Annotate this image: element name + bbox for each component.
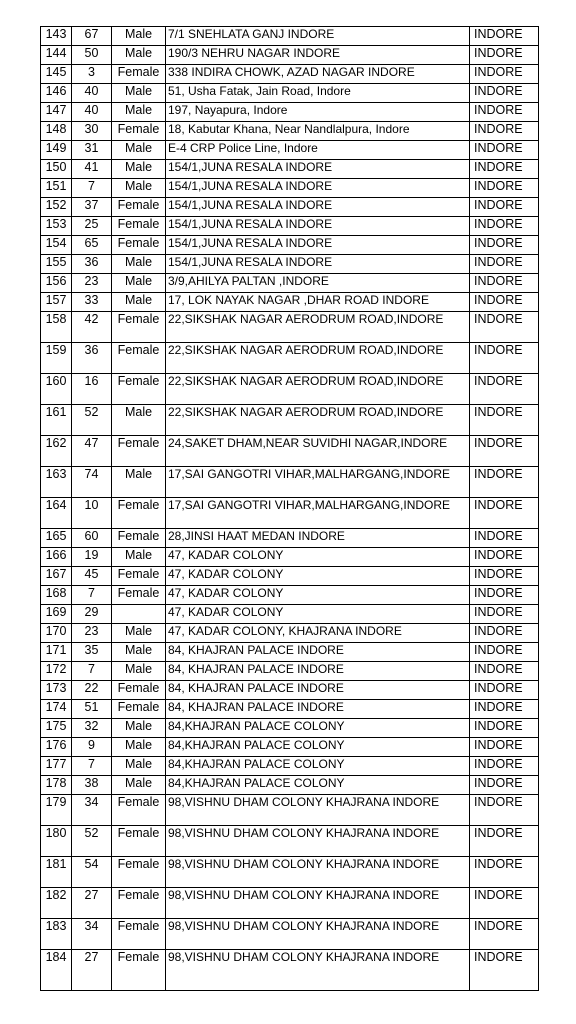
address-cell: 84, KHAJRAN PALACE INDORE [166, 662, 470, 681]
serial-number-cell: 159 [41, 343, 72, 374]
gender-cell: Male [112, 141, 166, 160]
city-cell: INDORE [470, 681, 539, 700]
gender-cell [112, 605, 166, 624]
serial-number-cell: 184 [41, 950, 72, 991]
gender-cell: Female [112, 217, 166, 236]
address-cell: 17,SAI GANGOTRI VIHAR,MALHARGANG,INDORE [166, 467, 470, 498]
city-cell: INDORE [470, 27, 539, 46]
serial-number-cell: 161 [41, 405, 72, 436]
gender-cell: Female [112, 529, 166, 548]
address-cell: 154/1,JUNA RESALA INDORE [166, 160, 470, 179]
table-row [41, 179, 539, 198]
city-cell: INDORE [470, 436, 539, 467]
table-row [41, 122, 539, 141]
city-cell: INDORE [470, 795, 539, 826]
age-cell: 67 [72, 27, 112, 46]
table-row [41, 529, 539, 548]
city-cell: INDORE [470, 662, 539, 681]
serial-number-cell: 179 [41, 795, 72, 826]
serial-number-cell: 180 [41, 826, 72, 857]
city-cell: INDORE [470, 738, 539, 757]
city-cell: INDORE [470, 103, 539, 122]
age-cell: 7 [72, 586, 112, 605]
table-row [41, 605, 539, 624]
city-cell: INDORE [470, 122, 539, 141]
serial-number-cell: 163 [41, 467, 72, 498]
city-cell: INDORE [470, 776, 539, 795]
gender-cell: Female [112, 436, 166, 467]
gender-cell: Male [112, 757, 166, 776]
age-cell: 36 [72, 255, 112, 274]
address-cell: 154/1,JUNA RESALA INDORE [166, 179, 470, 198]
gender-cell: Female [112, 312, 166, 343]
gender-cell: Male [112, 293, 166, 312]
gender-cell: Male [112, 405, 166, 436]
address-cell: 84, KHAJRAN PALACE INDORE [166, 700, 470, 719]
table-row [41, 436, 539, 467]
table-row [41, 738, 539, 757]
table-body [41, 27, 539, 991]
age-cell: 7 [72, 179, 112, 198]
table-row [41, 65, 539, 84]
age-cell: 34 [72, 795, 112, 826]
table-row [41, 888, 539, 919]
address-cell: 98,VISHNU DHAM COLONY KHAJRANA INDORE [166, 795, 470, 826]
age-cell: 31 [72, 141, 112, 160]
table-row [41, 343, 539, 374]
serial-number-cell: 173 [41, 681, 72, 700]
age-cell: 41 [72, 160, 112, 179]
age-cell: 65 [72, 236, 112, 255]
age-cell: 7 [72, 757, 112, 776]
city-cell: INDORE [470, 548, 539, 567]
serial-number-cell: 164 [41, 498, 72, 529]
serial-number-cell: 155 [41, 255, 72, 274]
address-cell: 47, KADAR COLONY [166, 605, 470, 624]
gender-cell: Male [112, 467, 166, 498]
age-cell: 74 [72, 467, 112, 498]
address-cell: 24,SAKET DHAM,NEAR SUVIDHI NAGAR,INDORE [166, 436, 470, 467]
serial-number-cell: 176 [41, 738, 72, 757]
table-row [41, 700, 539, 719]
serial-number-cell: 147 [41, 103, 72, 122]
gender-cell: Male [112, 662, 166, 681]
age-cell: 23 [72, 274, 112, 293]
gender-cell: Female [112, 198, 166, 217]
gender-cell: Female [112, 65, 166, 84]
city-cell: INDORE [470, 141, 539, 160]
gender-cell: Male [112, 274, 166, 293]
address-cell: 98,VISHNU DHAM COLONY KHAJRANA INDORE [166, 826, 470, 857]
gender-cell: Male [112, 719, 166, 738]
address-cell: 22,SIKSHAK NAGAR AERODRUM ROAD,INDORE [166, 405, 470, 436]
address-cell: 84,KHAJRAN PALACE COLONY [166, 719, 470, 738]
city-cell: INDORE [470, 179, 539, 198]
table-row [41, 776, 539, 795]
address-cell: 18, Kabutar Khana, Near Nandlalpura, Indore [166, 122, 470, 141]
gender-cell: Female [112, 681, 166, 700]
table-row [41, 198, 539, 217]
age-cell: 32 [72, 719, 112, 738]
address-cell: 197, Nayapura, Indore [166, 103, 470, 122]
serial-number-cell: 151 [41, 179, 72, 198]
serial-number-cell: 144 [41, 46, 72, 65]
table-row [41, 84, 539, 103]
address-cell: 7/1 SNEHLATA GANJ INDORE [166, 27, 470, 46]
table-row [41, 217, 539, 236]
gender-cell: Male [112, 776, 166, 795]
gender-cell: Female [112, 586, 166, 605]
table-row [41, 857, 539, 888]
age-cell: 27 [72, 888, 112, 919]
gender-cell: Male [112, 548, 166, 567]
serial-number-cell: 150 [41, 160, 72, 179]
gender-cell: Female [112, 950, 166, 991]
address-cell: 190/3 NEHRU NAGAR INDORE [166, 46, 470, 65]
age-cell: 9 [72, 738, 112, 757]
address-cell: 47, KADAR COLONY [166, 586, 470, 605]
city-cell: INDORE [470, 255, 539, 274]
table-row [41, 312, 539, 343]
city-cell: INDORE [470, 857, 539, 888]
serial-number-cell: 181 [41, 857, 72, 888]
address-cell: 3/9,AHILYA PALTAN ,INDORE [166, 274, 470, 293]
city-cell: INDORE [470, 529, 539, 548]
address-cell: 98,VISHNU DHAM COLONY KHAJRANA INDORE [166, 919, 470, 950]
address-cell: 98,VISHNU DHAM COLONY KHAJRANA INDORE [166, 950, 470, 991]
city-cell: INDORE [470, 65, 539, 84]
serial-number-cell: 145 [41, 65, 72, 84]
table-row [41, 274, 539, 293]
serial-number-cell: 143 [41, 27, 72, 46]
serial-number-cell: 171 [41, 643, 72, 662]
city-cell: INDORE [470, 84, 539, 103]
address-cell: E-4 CRP Police Line, Indore [166, 141, 470, 160]
age-cell: 7 [72, 662, 112, 681]
age-cell: 52 [72, 826, 112, 857]
age-cell: 3 [72, 65, 112, 84]
table-row [41, 795, 539, 826]
serial-number-cell: 152 [41, 198, 72, 217]
serial-number-cell: 162 [41, 436, 72, 467]
city-cell: INDORE [470, 374, 539, 405]
city-cell: INDORE [470, 888, 539, 919]
city-cell: INDORE [470, 198, 539, 217]
gender-cell: Female [112, 826, 166, 857]
city-cell: INDORE [470, 405, 539, 436]
address-cell: 84, KHAJRAN PALACE INDORE [166, 643, 470, 662]
city-cell: INDORE [470, 624, 539, 643]
table-row [41, 293, 539, 312]
serial-number-cell: 149 [41, 141, 72, 160]
age-cell: 30 [72, 122, 112, 141]
city-cell: INDORE [470, 236, 539, 255]
serial-number-cell: 172 [41, 662, 72, 681]
city-cell: INDORE [470, 498, 539, 529]
city-cell: INDORE [470, 919, 539, 950]
patient-list-table [40, 26, 539, 991]
gender-cell: Male [112, 84, 166, 103]
age-cell: 10 [72, 498, 112, 529]
serial-number-cell: 166 [41, 548, 72, 567]
gender-cell: Female [112, 122, 166, 141]
city-cell: INDORE [470, 293, 539, 312]
table-row [41, 255, 539, 274]
serial-number-cell: 165 [41, 529, 72, 548]
age-cell: 42 [72, 312, 112, 343]
city-cell: INDORE [470, 160, 539, 179]
address-cell: 84, KHAJRAN PALACE INDORE [166, 681, 470, 700]
age-cell: 35 [72, 643, 112, 662]
serial-number-cell: 158 [41, 312, 72, 343]
city-cell: INDORE [470, 643, 539, 662]
address-cell: 154/1,JUNA RESALA INDORE [166, 198, 470, 217]
gender-cell: Male [112, 27, 166, 46]
table-row [41, 498, 539, 529]
address-cell: 22,SIKSHAK NAGAR AERODRUM ROAD,INDORE [166, 343, 470, 374]
serial-number-cell: 156 [41, 274, 72, 293]
serial-number-cell: 174 [41, 700, 72, 719]
city-cell: INDORE [470, 605, 539, 624]
age-cell: 37 [72, 198, 112, 217]
gender-cell: Male [112, 643, 166, 662]
age-cell: 40 [72, 103, 112, 122]
age-cell: 38 [72, 776, 112, 795]
address-cell: 17, LOK NAYAK NAGAR ,DHAR ROAD INDORE [166, 293, 470, 312]
address-cell: 17,SAI GANGOTRI VIHAR,MALHARGANG,INDORE [166, 498, 470, 529]
city-cell: INDORE [470, 467, 539, 498]
serial-number-cell: 154 [41, 236, 72, 255]
age-cell: 23 [72, 624, 112, 643]
table-row [41, 681, 539, 700]
gender-cell: Male [112, 103, 166, 122]
serial-number-cell: 148 [41, 122, 72, 141]
address-cell: 154/1,JUNA RESALA INDORE [166, 236, 470, 255]
gender-cell: Male [112, 738, 166, 757]
age-cell: 36 [72, 343, 112, 374]
city-cell: INDORE [470, 46, 539, 65]
gender-cell: Female [112, 700, 166, 719]
gender-cell: Female [112, 888, 166, 919]
address-cell: 22,SIKSHAK NAGAR AERODRUM ROAD,INDORE [166, 374, 470, 405]
age-cell: 33 [72, 293, 112, 312]
address-cell: 47, KADAR COLONY [166, 548, 470, 567]
age-cell: 22 [72, 681, 112, 700]
gender-cell: Female [112, 919, 166, 950]
table-row [41, 826, 539, 857]
serial-number-cell: 168 [41, 586, 72, 605]
gender-cell: Female [112, 498, 166, 529]
address-cell: 51, Usha Fatak, Jain Road, Indore [166, 84, 470, 103]
table-row [41, 141, 539, 160]
gender-cell: Male [112, 179, 166, 198]
table-row [41, 405, 539, 436]
address-cell: 84,KHAJRAN PALACE COLONY [166, 757, 470, 776]
serial-number-cell: 157 [41, 293, 72, 312]
gender-cell: Male [112, 255, 166, 274]
age-cell: 34 [72, 919, 112, 950]
city-cell: INDORE [470, 826, 539, 857]
serial-number-cell: 170 [41, 624, 72, 643]
city-cell: INDORE [470, 950, 539, 991]
gender-cell: Female [112, 343, 166, 374]
serial-number-cell: 167 [41, 567, 72, 586]
address-cell: 154/1,JUNA RESALA INDORE [166, 217, 470, 236]
address-cell: 154/1,JUNA RESALA INDORE [166, 255, 470, 274]
gender-cell: Male [112, 46, 166, 65]
age-cell: 25 [72, 217, 112, 236]
gender-cell: Female [112, 374, 166, 405]
age-cell: 29 [72, 605, 112, 624]
address-cell: 47, KADAR COLONY [166, 567, 470, 586]
address-cell: 98,VISHNU DHAM COLONY KHAJRANA INDORE [166, 888, 470, 919]
age-cell: 45 [72, 567, 112, 586]
age-cell: 47 [72, 436, 112, 467]
city-cell: INDORE [470, 757, 539, 776]
table-row [41, 643, 539, 662]
table-row [41, 757, 539, 776]
table-row [41, 719, 539, 738]
age-cell: 27 [72, 950, 112, 991]
city-cell: INDORE [470, 719, 539, 738]
address-cell: 98,VISHNU DHAM COLONY KHAJRANA INDORE [166, 857, 470, 888]
table-row [41, 160, 539, 179]
gender-cell: Female [112, 236, 166, 255]
city-cell: INDORE [470, 217, 539, 236]
age-cell: 60 [72, 529, 112, 548]
age-cell: 51 [72, 700, 112, 719]
serial-number-cell: 169 [41, 605, 72, 624]
age-cell: 52 [72, 405, 112, 436]
gender-cell: Male [112, 624, 166, 643]
table-row [41, 374, 539, 405]
table-row [41, 586, 539, 605]
table-row [41, 567, 539, 586]
gender-cell: Female [112, 567, 166, 586]
serial-number-cell: 160 [41, 374, 72, 405]
serial-number-cell: 146 [41, 84, 72, 103]
table-row [41, 548, 539, 567]
serial-number-cell: 182 [41, 888, 72, 919]
serial-number-cell: 178 [41, 776, 72, 795]
table-row [41, 624, 539, 643]
city-cell: INDORE [470, 700, 539, 719]
serial-number-cell: 175 [41, 719, 72, 738]
age-cell: 16 [72, 374, 112, 405]
gender-cell: Female [112, 857, 166, 888]
age-cell: 54 [72, 857, 112, 888]
table-row [41, 919, 539, 950]
gender-cell: Female [112, 795, 166, 826]
serial-number-cell: 177 [41, 757, 72, 776]
table-row [41, 46, 539, 65]
table-row [41, 950, 539, 991]
address-cell: 84,KHAJRAN PALACE COLONY [166, 738, 470, 757]
address-cell: 47, KADAR COLONY, KHAJRANA INDORE [166, 624, 470, 643]
table-row [41, 103, 539, 122]
city-cell: INDORE [470, 343, 539, 374]
city-cell: INDORE [470, 312, 539, 343]
city-cell: INDORE [470, 567, 539, 586]
address-cell: 84,KHAJRAN PALACE COLONY [166, 776, 470, 795]
gender-cell: Male [112, 160, 166, 179]
table-row [41, 27, 539, 46]
age-cell: 50 [72, 46, 112, 65]
serial-number-cell: 183 [41, 919, 72, 950]
address-cell: 338 INDIRA CHOWK, AZAD NAGAR INDORE [166, 65, 470, 84]
city-cell: INDORE [470, 586, 539, 605]
address-cell: 28,JINSI HAAT MEDAN INDORE [166, 529, 470, 548]
table-row [41, 467, 539, 498]
table-row [41, 236, 539, 255]
table-row [41, 662, 539, 681]
city-cell: INDORE [470, 274, 539, 293]
age-cell: 40 [72, 84, 112, 103]
address-cell: 22,SIKSHAK NAGAR AERODRUM ROAD,INDORE [166, 312, 470, 343]
serial-number-cell: 153 [41, 217, 72, 236]
age-cell: 19 [72, 548, 112, 567]
